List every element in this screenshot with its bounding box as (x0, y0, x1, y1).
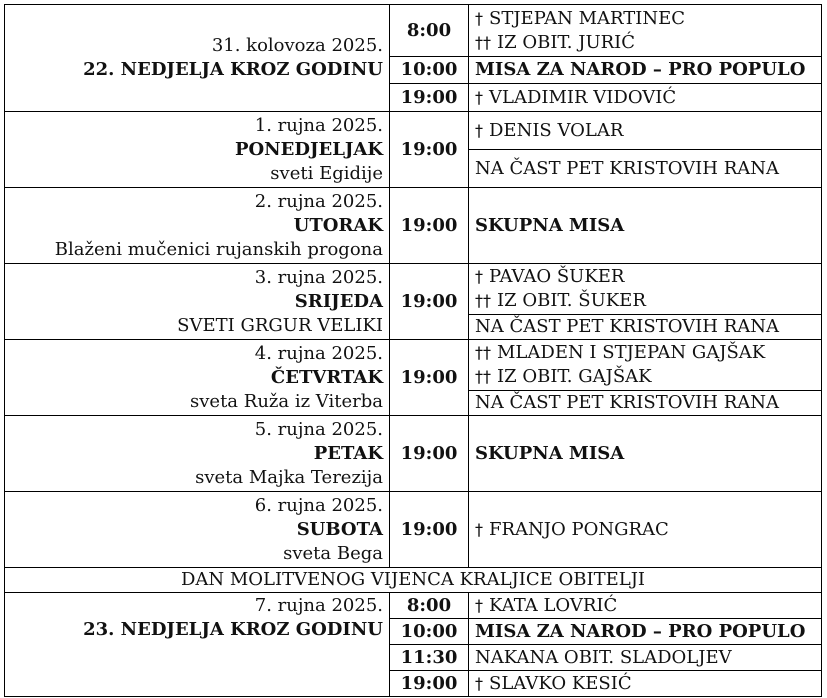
day-date: 31. kolovoza 2025. (211, 35, 383, 56)
day-title: 23. NEDJELJA KROZ GODINU (83, 619, 383, 640)
mass-intention (469, 264, 822, 315)
intention-text: IZ OBIT. JURIĆ (497, 31, 636, 53)
day-cell (5, 593, 390, 697)
cross-icon: † (475, 519, 483, 539)
cross-icon: † (475, 267, 483, 286)
intention-text: FRANJO PONGRAC (489, 518, 669, 540)
day-saint: SVETI GRGUR VELIKI (177, 314, 383, 336)
double-cross-icon: †† (475, 343, 491, 362)
mass-intention: MISA ZA NAROD – PRO POPULO (469, 619, 822, 645)
double-cross-icon: †† (475, 291, 491, 310)
mass-time: 8:00 (390, 593, 469, 619)
mass-intention (469, 671, 822, 697)
mass-intention: NA ČAST PET KRISTOVIH RANA (469, 391, 822, 416)
mass-time: 10:00 (390, 57, 469, 84)
intention-text: KATA LOVRIĆ (489, 594, 618, 616)
double-cross-icon: †† (475, 32, 491, 52)
day-title: PONEDJELJAK (234, 138, 383, 160)
day-saint: sveta Bega (283, 542, 383, 564)
day-cell (5, 188, 390, 264)
mass-time: 19:00 (390, 340, 469, 416)
day-title: UTORAK (293, 214, 383, 236)
day-title: 22. NEDJELJA KROZ GODINU (83, 59, 383, 80)
mass-schedule-table (4, 4, 822, 697)
mass-time: 19:00 (390, 264, 469, 340)
mass-intention: NA ČAST PET KRISTOVIH RANA (469, 150, 822, 188)
cross-icon: † (475, 87, 483, 107)
cross-icon: † (475, 595, 483, 615)
intention-text: STJEPAN MARTINEC (489, 7, 686, 29)
schedule-row-sep6 (5, 492, 822, 568)
mass-intention: SKUPNA MISA (469, 188, 822, 264)
intention-text: IZ OBIT. GAJŠAK (497, 366, 652, 387)
day-title: SUBOTA (296, 518, 383, 540)
double-cross-icon: †† (475, 367, 491, 386)
mass-time: 19:00 (390, 671, 469, 697)
mass-time: 19:00 (390, 492, 469, 568)
schedule-note-row (5, 568, 822, 593)
mass-intention (469, 84, 822, 112)
mass-time: 19:00 (390, 416, 469, 492)
mass-intention (469, 5, 822, 57)
day-saint: sveta Majka Terezija (195, 466, 383, 488)
day-cell (5, 416, 390, 492)
schedule-row-sep1 (5, 112, 822, 150)
mass-time: 19:00 (390, 84, 469, 112)
day-saint: sveta Ruža iz Viterba (190, 390, 383, 412)
mass-intention (469, 112, 822, 150)
day-date: 4. rujna 2025. (254, 342, 383, 364)
mass-intention: SKUPNA MISA (469, 416, 822, 492)
intention-text: IZ OBIT. ŠUKER (497, 290, 646, 311)
mass-time: 8:00 (390, 5, 469, 57)
schedule-row-aug31 (5, 5, 822, 57)
cross-icon: † (475, 8, 483, 28)
mass-intention (469, 492, 822, 568)
intention-text: DENIS VOLAR (489, 119, 624, 141)
mass-time: 11:30 (390, 645, 469, 671)
day-cell (5, 492, 390, 568)
intention-text: SLAVKO KESIĆ (489, 672, 632, 694)
day-date: 7. rujna 2025. (254, 595, 383, 616)
schedule-row-sep5 (5, 416, 822, 492)
day-saint: Blaženi mučenici rujanskih progona (54, 238, 383, 260)
day-cell (5, 264, 390, 340)
mass-time: 19:00 (390, 188, 469, 264)
mass-intention (469, 593, 822, 619)
mass-time: 19:00 (390, 112, 469, 188)
cross-icon: † (475, 120, 483, 140)
schedule-row-sep3 (5, 264, 822, 315)
day-date: 5. rujna 2025. (254, 418, 383, 440)
cross-icon: † (475, 673, 483, 693)
schedule-row-sep4 (5, 340, 822, 391)
intention-text: VLADIMIR VIDOVIĆ (489, 86, 677, 108)
day-date: 2. rujna 2025. (254, 190, 383, 212)
mass-intention: NA ČAST PET KRISTOVIH RANA (469, 315, 822, 340)
day-title: SRIJEDA (294, 290, 383, 312)
day-saint: sveti Egidije (270, 162, 383, 184)
intention-text: MLADEN I STJEPAN GAJŠAK (497, 342, 766, 363)
schedule-note: DAN MOLITVENOG VIJENCA KRALJICE OBITELJI (5, 568, 822, 593)
mass-intention: NAKANA OBIT. SLADOLJEV (469, 645, 822, 671)
mass-time: 10:00 (390, 619, 469, 645)
day-date: 1. rujna 2025. (254, 114, 383, 136)
day-date: 6. rujna 2025. (254, 494, 383, 516)
day-date: 3. rujna 2025. (254, 266, 383, 288)
day-cell (5, 5, 390, 112)
intention-text: PAVAO ŠUKER (489, 266, 625, 287)
mass-intention (469, 340, 822, 391)
day-cell (5, 112, 390, 188)
schedule-row-sep7 (5, 593, 822, 619)
schedule-row-sep2 (5, 188, 822, 264)
day-cell (5, 340, 390, 416)
day-title: ČETVRTAK (270, 366, 383, 388)
mass-intention: MISA ZA NAROD – PRO POPULO (469, 57, 822, 84)
day-title: PETAK (313, 442, 383, 464)
